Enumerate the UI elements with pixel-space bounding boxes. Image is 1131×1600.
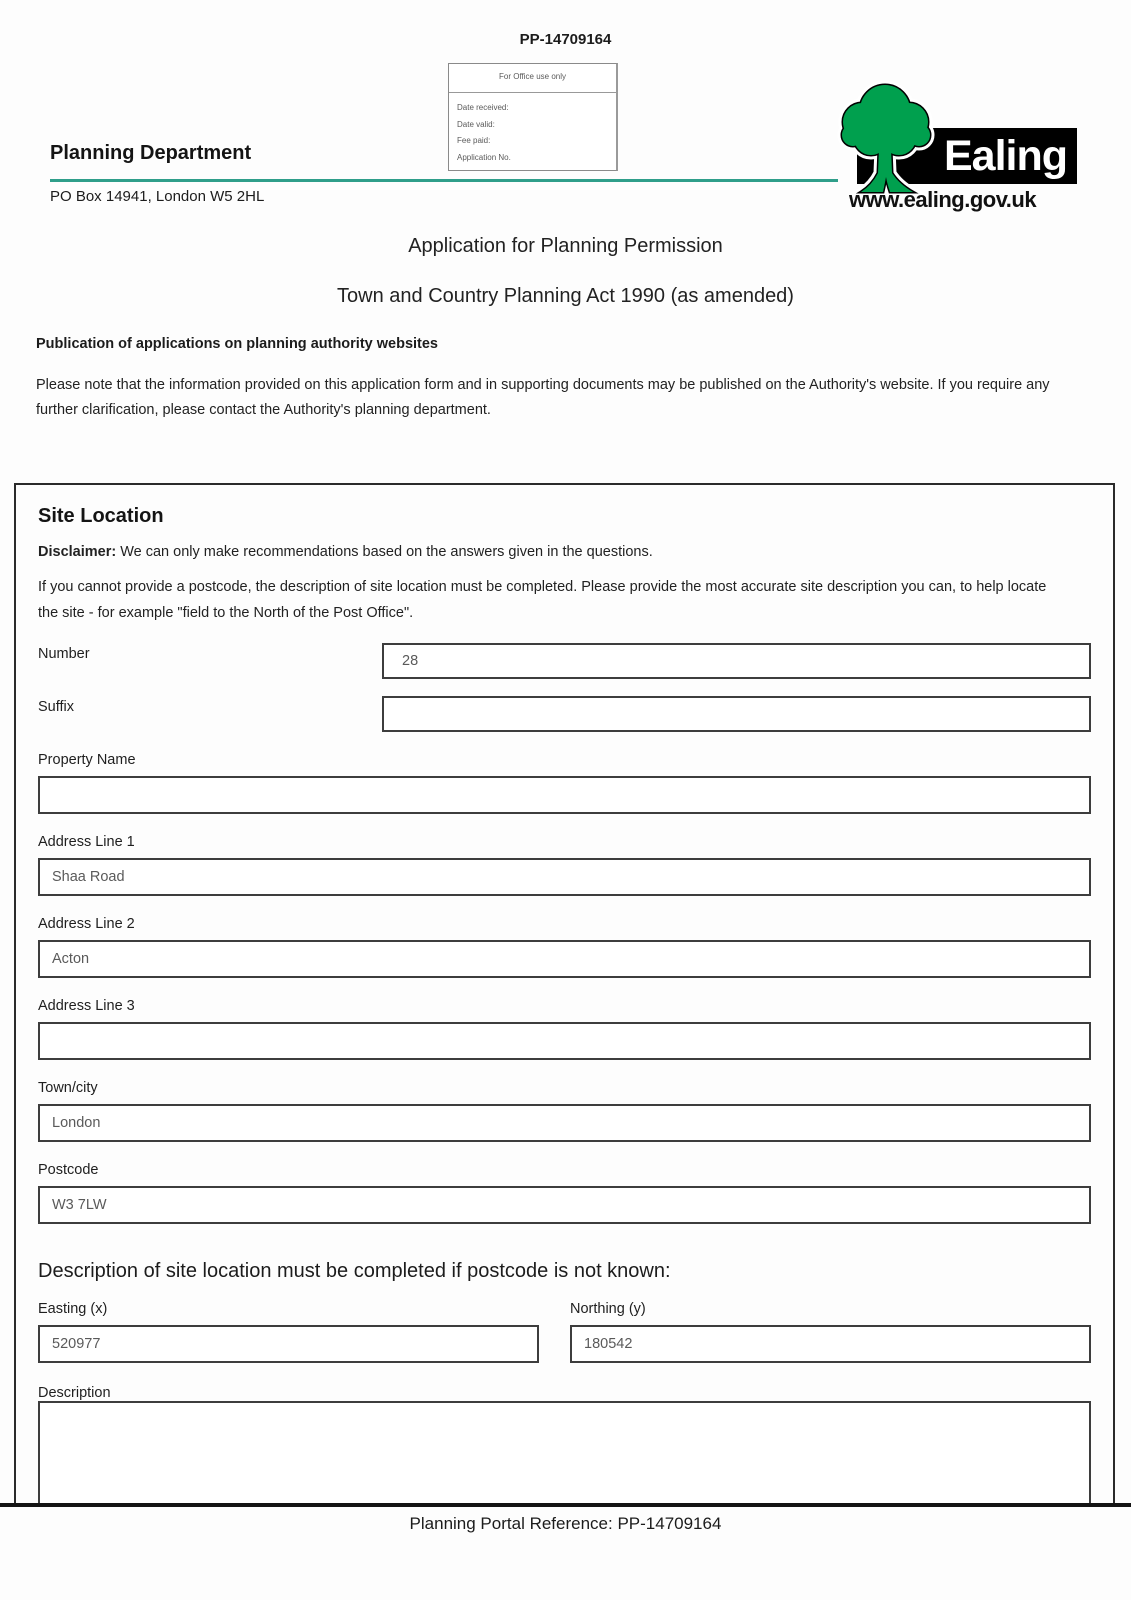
header-divider-rule [50,179,838,182]
suffix-input[interactable] [382,696,1091,732]
ealing-logo [833,78,1083,216]
form-title: Application for Planning Permission [408,235,723,257]
site-intro-text: If you cannot provide a postcode, the description of site location must be completed. Please provide the most accurate site description you can, to help locate the site - for example "field to the North of the Post Office". [38,579,1047,621]
postcode-label: Postcode [38,1162,99,1178]
address-line-1-input[interactable] [38,858,1091,896]
suffix-label: Suffix [38,699,75,715]
number-input[interactable] [382,643,1091,679]
address-line-2-label: Address Line 2 [38,916,135,932]
publication-heading: Publication of applications on planning authority websites [36,336,438,352]
office-use-fields [449,93,616,166]
address-line-1-row [38,834,1091,896]
description-requirement-heading: Description of site location must be completed if postcode is not known: [38,1260,671,1282]
site-location-section [14,483,1115,1504]
address-line-2-input[interactable] [38,940,1091,978]
property-name-label: Property Name [38,752,136,768]
form-subtitle: Town and Country Planning Act 1990 (as amended) [337,285,794,307]
town-city-label: Town/city [38,1080,98,1096]
postcode-input[interactable] [38,1186,1091,1224]
office-field-date-valid: Date valid: [457,119,495,129]
northing-field [570,1301,1091,1363]
site-disclaimer [38,544,1091,560]
department-address: PO Box 14941, London W5 2HL [50,188,265,205]
office-use-box [448,63,618,171]
town-city-input[interactable] [38,1104,1091,1142]
description-row [38,1385,1091,1504]
coordinates-row [38,1301,1091,1363]
site-location-heading: Site Location [38,505,164,527]
easting-input[interactable] [38,1325,539,1363]
easting-label: Easting (x) [38,1301,108,1317]
address-line-3-label: Address Line 3 [38,998,135,1014]
footer-reference: Planning Portal Reference: PP-14709164 [409,1514,722,1533]
address-line-2-row [38,916,1091,978]
northing-label: Northing (y) [570,1301,646,1317]
number-label: Number [38,646,90,662]
publication-body: Please note that the information provided on this application form and in supporting documents may be published on the Authority's website. If you require any further clarification, please contact the Authority's planning department. [36,377,1050,418]
address-line-1-label: Address Line 1 [38,834,135,850]
address-line-3-row [38,998,1091,1060]
property-name-row [38,752,1091,814]
postcode-row [38,1162,1091,1224]
property-name-input[interactable] [38,776,1091,814]
disclaimer-label: Disclaimer: [38,544,117,560]
department-heading: Planning Department [50,142,252,164]
office-field-fee-paid: Fee paid: [457,136,491,145]
ealing-website-url: www.ealing.gov.uk [849,187,1037,212]
office-use-title: For Office use only [449,64,616,93]
northing-input[interactable] [570,1325,1091,1363]
application-reference: PP-14709164 [519,31,612,48]
easting-field [38,1301,539,1363]
suffix-row [38,696,1091,732]
address-line-3-input[interactable] [38,1022,1091,1060]
ealing-logo-text: Ealing [943,131,1067,180]
office-field-date-received: Date received: [457,103,509,112]
description-input[interactable] [38,1401,1091,1504]
office-field-application-no: Application No. [457,152,511,162]
description-label: Description [38,1385,111,1401]
disclaimer-text: We can only make recommendations based on the answers given in the questions. [116,544,653,560]
ealing-tree-icon [833,78,939,196]
number-row [38,643,1091,679]
town-city-row [38,1080,1091,1142]
page-break-divider [0,1503,1131,1507]
